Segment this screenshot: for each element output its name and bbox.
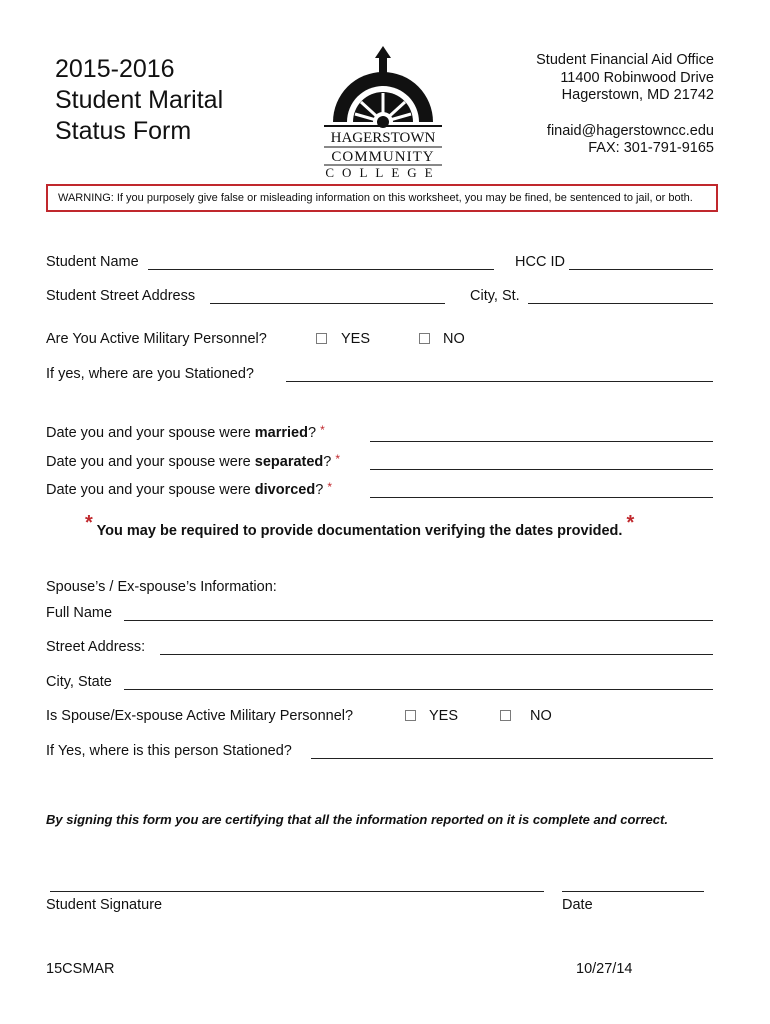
date-separated-field[interactable] [370, 469, 713, 470]
student-military-no-label: NO [443, 331, 465, 347]
student-military-no-checkbox[interactable] [419, 333, 430, 344]
title-line-3: Status Form [55, 117, 192, 145]
logo-text-community: COMMUNITY [331, 149, 435, 165]
form-revision-date: 10/27/14 [576, 961, 633, 977]
student-stationed-label: If yes, where are you Stationed? [46, 366, 254, 382]
student-military-yes-checkbox[interactable] [316, 333, 327, 344]
spouse-military-label: Is Spouse/Ex-spouse Active Military Personnel? [46, 708, 354, 724]
spouse-military-yes-label: YES [429, 708, 459, 724]
note-asterisk-right: * [626, 512, 635, 534]
student-signature-field[interactable] [50, 891, 544, 892]
date-married-field[interactable] [370, 441, 713, 442]
hcc-id-field[interactable] [569, 269, 713, 270]
signature-date-label: Date [562, 897, 593, 913]
college-logo [319, 44, 447, 178]
office-name: Student Financial Aid Office [536, 52, 714, 68]
spouse-military-no-checkbox[interactable] [500, 710, 511, 721]
asterisk-divorced: * [327, 480, 332, 494]
documentation-note [85, 512, 635, 541]
title-line-2: Student Marital [55, 86, 224, 114]
warning-box [46, 184, 718, 212]
date-divorced-field[interactable] [370, 497, 713, 498]
student-street-label: Student Street Address [46, 288, 196, 304]
student-name-label: Student Name [46, 254, 139, 270]
office-contact [536, 52, 714, 158]
hcc-id-label: HCC ID [515, 254, 565, 270]
note-text: You may be required to provide documentation verifying the dates provided. [96, 523, 623, 539]
office-fax: FAX: 301-791-9165 [588, 140, 714, 156]
student-city-label: City, St. [470, 288, 520, 304]
office-address-2: Hagerstown, MD 21742 [561, 87, 714, 103]
note-asterisk-left: * [85, 512, 93, 534]
spouse-stationed-field[interactable] [311, 758, 713, 759]
spouse-military-yes-checkbox[interactable] [405, 710, 416, 721]
logo-text-college: COLLEGE [325, 165, 441, 178]
spouse-street-label: Street Address: [46, 639, 146, 655]
spouse-full-name-label: Full Name [46, 605, 113, 621]
spouse-city-field[interactable] [124, 689, 713, 690]
certification-statement: By signing this form you are certifying that all the information reported on it is complete and correct. [46, 812, 668, 827]
date-separated-label: Date you and your spouse were separated? * [46, 452, 341, 470]
office-address-1: 11400 Robinwood Drive [560, 69, 714, 86]
asterisk-married: * [320, 423, 325, 437]
student-city-field[interactable] [528, 303, 713, 304]
signature-date-field[interactable] [562, 891, 704, 892]
spouse-street-field[interactable] [160, 654, 713, 655]
student-stationed-field[interactable] [286, 381, 713, 382]
student-military-yes-label: YES [341, 331, 371, 347]
date-divorced-label: Date you and your spouse were divorced? * [46, 480, 332, 498]
logo-text-hagerstown: HAGERSTOWN [330, 130, 436, 146]
spouse-heading: Spouse’s / Ex-spouse’s Information: [46, 579, 277, 595]
warning-text: WARNING: If you purposely give false or misleading information on this worksheet, you may be fined, be sentenced to jail, or both. [58, 192, 693, 204]
title-line-year: 2015-2016 [55, 55, 175, 83]
spouse-stationed-label: If Yes, where is this person Stationed? [46, 743, 292, 759]
spouse-military-no-label: NO [530, 708, 552, 724]
form-code: 15CSMAR [46, 961, 115, 977]
spouse-city-label: City, State [46, 674, 112, 690]
form-title [55, 54, 223, 147]
student-military-label: Are You Active Military Personnel? [46, 331, 267, 347]
spouse-full-name-field[interactable] [124, 620, 713, 621]
date-married-label: Date you and your spouse were married? * [46, 423, 325, 441]
student-street-field[interactable] [210, 303, 445, 304]
student-name-field[interactable] [148, 269, 494, 270]
office-email: finaid@hagerstowncc.edu [546, 122, 714, 139]
asterisk-separated: * [335, 452, 341, 466]
student-signature-label: Student Signature [46, 897, 163, 913]
